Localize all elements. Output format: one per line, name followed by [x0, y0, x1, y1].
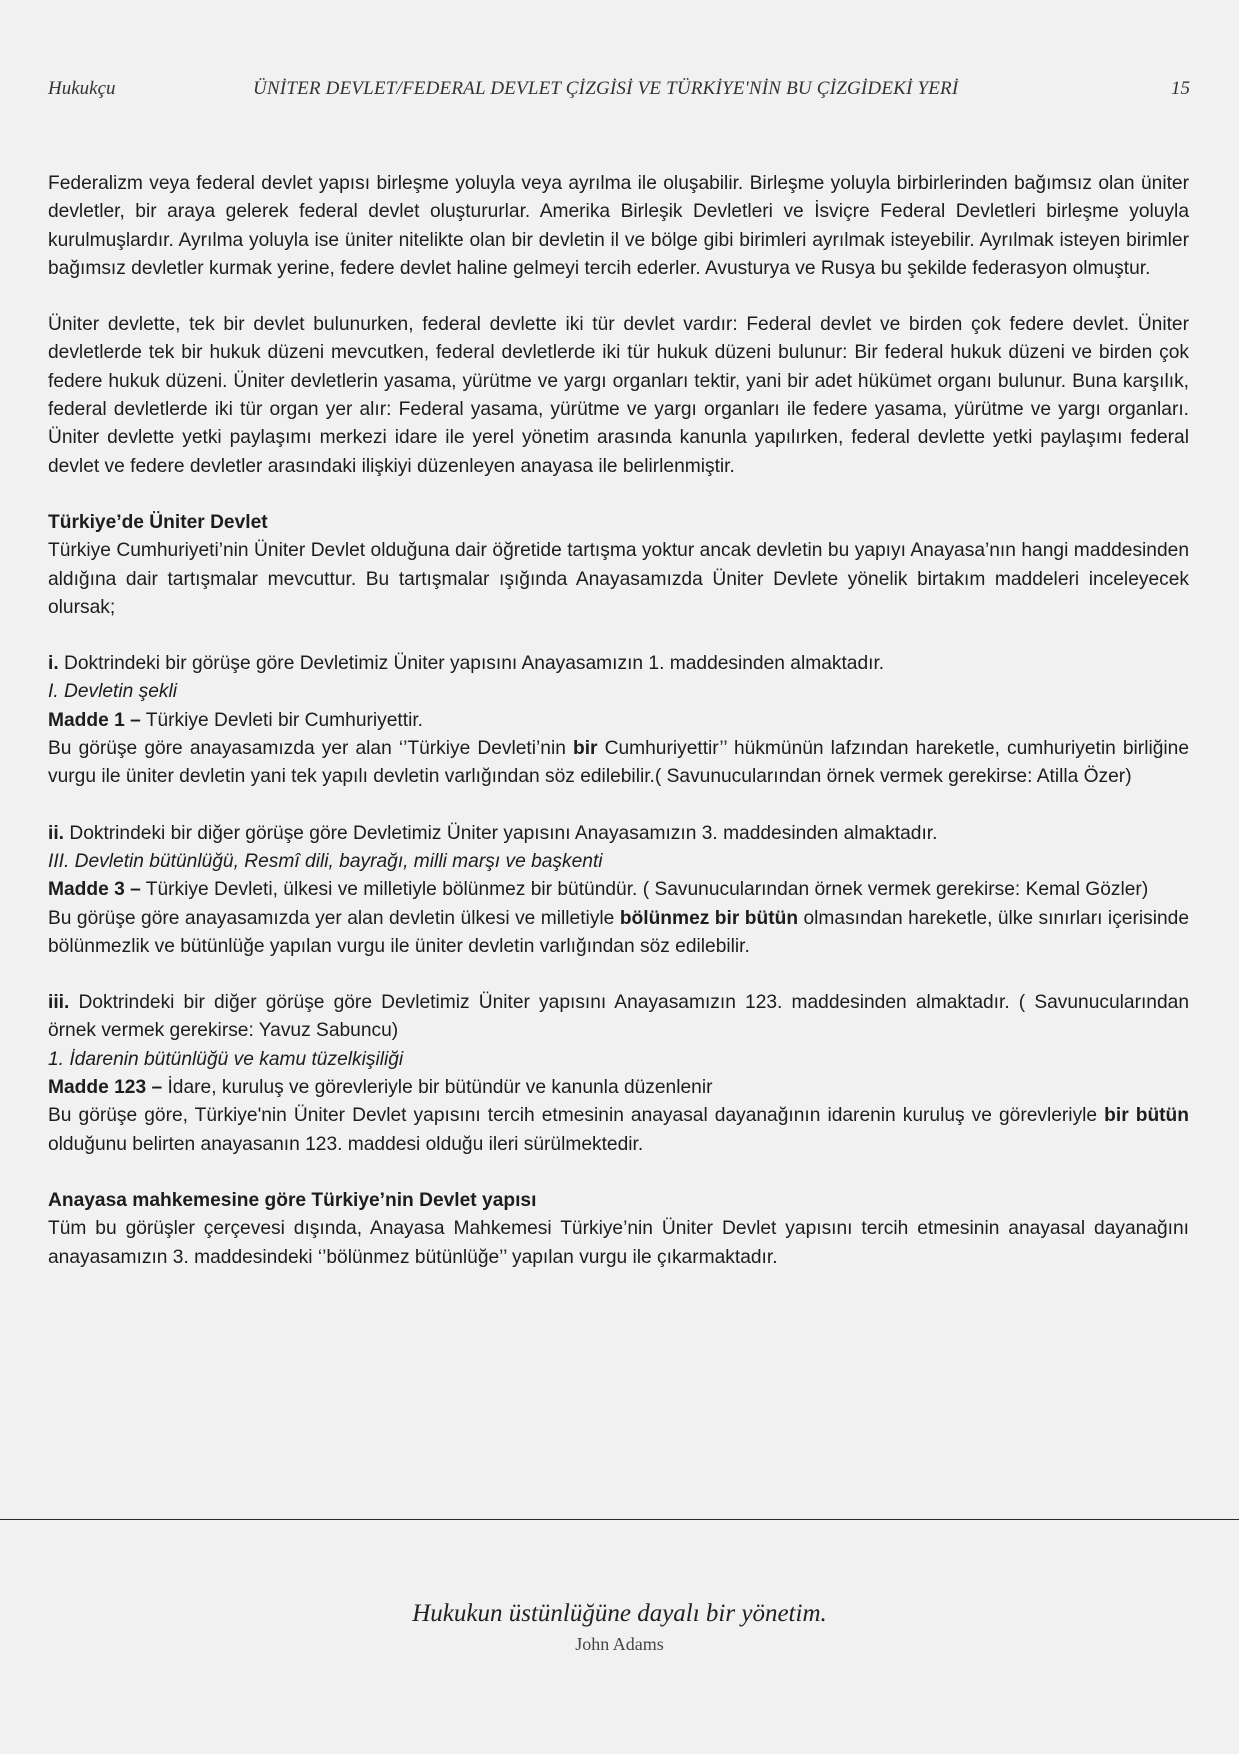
- section-ii-commentary: Bu görüşe göre anayasamızda yer alan devletin ülkesi ve milletiyle bölünmez bir bütün olmasından hareketle, ülke sınırları içerisinde bölünmezlik ve bütünlüğe yapılan vurgu ile üniter devletin varlığından söz edilebilir.: [48, 907, 1189, 957]
- footer-quote: Hukukun üstünlüğüne dayalı bir yönetim.: [412, 1600, 827, 1627]
- section-ii-intro: ii. Doktrindeki bir diğer görüşe göre Devletimiz Üniter yapısını Anayasamızın 3. maddesinden almaktadır.: [48, 822, 938, 844]
- section-i-title: I. Devletin şekli: [48, 681, 178, 703]
- section-iii-title: 1. İdarenin bütünlüğü ve kamu tüzelkişiliği: [48, 1048, 404, 1070]
- header-article-title: ÜNİTER DEVLET/FEDERAL DEVLET ÇİZGİSİ VE TÜRKİYE'NİN BU ÇİZGİDEKİ YERİ: [253, 78, 959, 99]
- heading-constitutional-court: Anayasa mahkemesine göre Türkiye’nin Devlet yapısı: [48, 1189, 537, 1211]
- paragraph-unitary-vs-federal: Üniter devlette, tek bir devlet bulunurken, federal devlette iki tür devlet vardır: Federal devlet ve birden çok federe devlet. Üniter devletlerde tek bir hukuk düzeni mevcutken, federal devletlerde iki tür hukuk düzeni bulunur: Bir federal hukuk düzeni ve birden çok federe hukuk düzeni. Üniter devletlerin yasama, yürütme ve yargı organları tektir, yani bir adet hükümet organı bulunur. Buna karşılık, federal devletlerde iki tür organ yer alır: Federal yasama, yürütme ve yargı organları ile federe yasama, yürütme ve yargı organları. Üniter devlette yetki paylaşımı merkezi idare ile yerel yönetim arasında kanunla yapılırken, federal devlette yetki paylaşımı federal devlet ve federe devletler arasındaki ilişkiyi düzenleyen anayasa ile belirlenmiştir.: [48, 314, 1189, 477]
- section-i-commentary: Bu görüşe göre anayasamızda yer alan ‘’Türkiye Devleti’nin bir Cumhuriyettir’’ hükmünün lafzından hareketle, cumhuriyetin birliğine vurgu ile üniter devletin yani tek yapılı devletin varlığından söz edilebilir.( Savunucularından örnek vermek gerekirse: Atilla Özer): [48, 738, 1189, 788]
- header-publication: Hukukçu: [48, 78, 116, 99]
- section-iii-article: Madde 123 – İdare, kuruluş ve görevleriyle bir bütündür ve kanunla düzenlenir: [48, 1077, 713, 1099]
- section-i-intro: i. Doktrindeki bir görüşe göre Devletimiz Üniter yapısını Anayasamızın 1. maddesinden almaktadır.: [48, 653, 885, 675]
- paragraph-turkey-intro: Türkiye Cumhuriyeti’nin Üniter Devlet olduğuna dair öğretide tartışma yoktur ancak devletin bu yapıyı Anayasa’nın hangi maddesinden aldığına dair tartışmalar mevcuttur. Bu tartışmalar ışığında Anayasamızda Üniter Devlete yönelik birtakım maddeleri inceleyecek olursak;: [48, 540, 1189, 618]
- article-body: [48, 170, 1189, 1272]
- header-page-number: 15: [1171, 78, 1190, 99]
- section-ii-title: III. Devletin bütünlüğü, Resmî dili, bayrağı, milli marşı ve başkenti: [48, 850, 603, 872]
- page-header: [48, 78, 1190, 108]
- section-ii-article: Madde 3 – Türkiye Devleti, ülkesi ve milletiyle bölünmez bir bütündür. ( Savunucularından örnek vermek gerekirse: Kemal Gözler): [48, 879, 1149, 901]
- heading-turkey-unitary: Türkiye’de Üniter Devlet: [48, 511, 268, 533]
- section-i-article: Madde 1 – Türkiye Devleti bir Cumhuriyettir.: [48, 709, 423, 731]
- paragraph-constitutional-court: Tüm bu görüşler çerçevesi dışında, Anayasa Mahkemesi Türkiye’nin Üniter Devlet yapısını tercih etmesinin anayasal dayanağını anayasamızın 3. maddesindeki ‘’bölünmez bütünlüğe’’ yapılan vurgu ile çıkarmaktadır.: [48, 1218, 1189, 1268]
- footer-divider: [0, 1519, 1239, 1520]
- section-iii-commentary: Bu görüşe göre, Türkiye'nin Üniter Devlet yapısını tercih etmesinin anayasal dayanağının idarenin kuruluş ve görevleriyle bir bütün olduğunu belirten anayasanın 123. maddesi olduğu ileri sürülmektedir.: [48, 1105, 1189, 1155]
- footer-quote-block: [0, 1600, 1239, 1655]
- paragraph-federalism: Federalizm veya federal devlet yapısı birleşme yoluyla veya ayrılma ile oluşabilir. Birleşme yoluyla birbirlerinden bağımsız olan üniter devletler, bir araya gelerek federal devlet oluştururlar. Amerika Birleşik Devletleri ve İsviçre Federal Devletleri birleşme yoluyla kurulmuşlardır. Ayrılma yoluyla ise üniter nitelikte olan bir devletin il ve bölge gibi birimleri ayrılmak isteyebilir. Ayrılmak isteyen birimler bağımsız devletler kurmak yerine, federe devlet haline gelmeyi tercih ederler. Avusturya ve Rusya bu şekilde federasyon olmuştur.: [48, 173, 1189, 279]
- footer-quote-author: John Adams: [575, 1634, 664, 1654]
- section-iii-intro: iii. Doktrindeki bir diğer görüşe göre Devletimiz Üniter yapısını Anayasamızın 123. maddesinden almaktadır. ( Savunucularından örnek vermek gerekirse: Yavuz Sabuncu): [48, 992, 1189, 1042]
